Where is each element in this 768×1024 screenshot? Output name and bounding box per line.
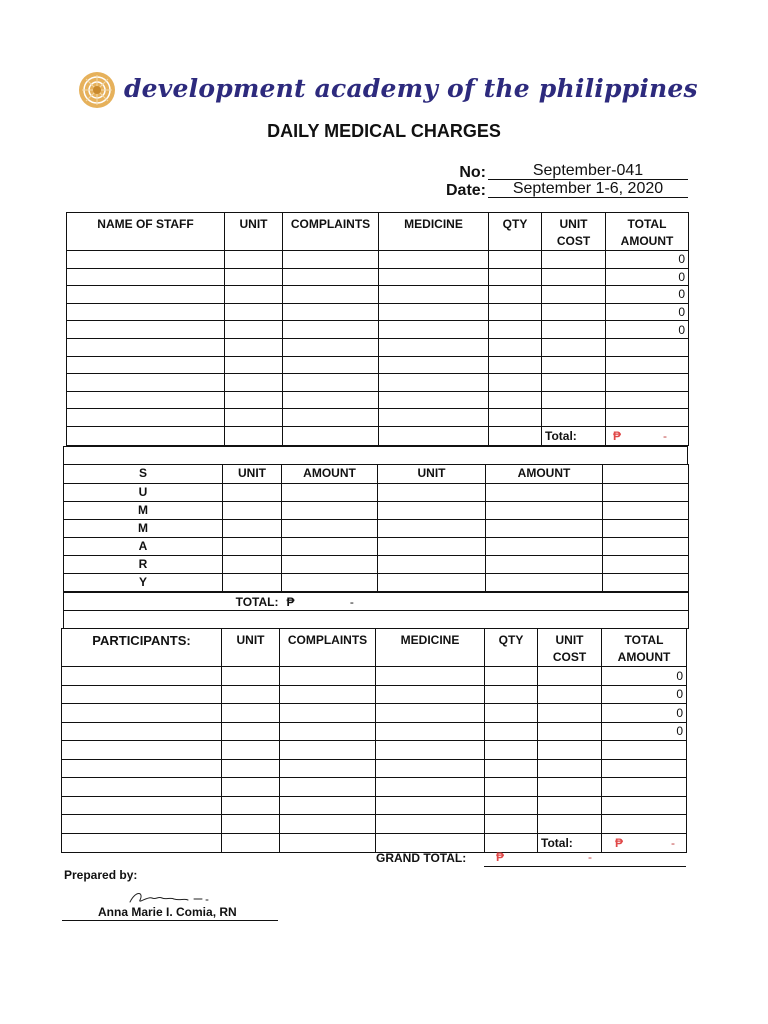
participants-charges-table (61, 628, 687, 853)
header-unit-cost: UNIT COST (542, 213, 606, 251)
participants-total-row (62, 833, 687, 852)
participants-total-value (602, 833, 687, 852)
header-qty: QTY (489, 213, 542, 251)
summary-row (64, 502, 689, 520)
summary-total-value (282, 593, 689, 611)
no-value: September-041 (488, 163, 688, 180)
peso-sign: ₱ (496, 850, 505, 864)
summary-total-amount: - (349, 594, 354, 609)
table-row (67, 268, 689, 286)
summary-total-band (63, 592, 689, 629)
peso-sign: ₱ (615, 835, 624, 850)
summary-table (63, 464, 689, 592)
header-medicine: MEDICINE (379, 213, 489, 251)
row-total-amount: 0 (606, 251, 689, 269)
row-total-amount (606, 338, 689, 356)
summary-header-amount: AMOUNT (486, 465, 603, 484)
row-total-amount (602, 796, 687, 815)
table-row (62, 796, 687, 815)
grand-total-line (484, 866, 686, 867)
staff-total-label: Total: (542, 426, 606, 445)
table-row (67, 303, 689, 321)
summary-row (64, 556, 689, 574)
table-row (67, 321, 689, 339)
summary-row (64, 538, 689, 556)
staff-total-value (606, 426, 689, 445)
staff-total-row (67, 426, 689, 445)
row-total-amount: 0 (606, 303, 689, 321)
table-row (67, 286, 689, 304)
row-total-amount (602, 759, 687, 778)
table-row (62, 667, 687, 686)
no-label: No: (459, 164, 486, 181)
table-row (62, 759, 687, 778)
summary-row (64, 520, 689, 538)
table-row (62, 815, 687, 834)
participants-total-amount: - (671, 835, 675, 850)
staff-charges-table (66, 212, 689, 446)
table-row (67, 338, 689, 356)
row-total-amount: 0 (606, 286, 689, 304)
row-total-amount (606, 409, 689, 427)
staff-total-amount: - (663, 428, 667, 443)
participants-total-label: Total: (538, 833, 602, 852)
row-total-amount (602, 815, 687, 834)
summary-letter: Y (64, 574, 223, 592)
header-unit: UNIT (222, 629, 280, 667)
row-total-amount (602, 741, 687, 760)
table-row (67, 356, 689, 374)
row-total-amount (606, 356, 689, 374)
summary-row (64, 574, 689, 592)
summary-header-unit: UNIT (223, 465, 282, 484)
table-row (67, 374, 689, 392)
header-unit: UNIT (225, 213, 283, 251)
summary-letter: S (64, 465, 223, 484)
table-row (62, 685, 687, 704)
summary-letter: M (64, 502, 223, 520)
staff-header-row (67, 213, 689, 251)
summary-header-row (64, 465, 689, 484)
table-row (67, 251, 689, 269)
date-value: September 1-6, 2020 (488, 181, 688, 198)
peso-sign: ₱ (613, 428, 622, 443)
header-complaints: COMPLAINTS (283, 213, 379, 251)
summary-row (64, 484, 689, 502)
organization-name: development academy of the philippines (124, 74, 698, 103)
header-qty: QTY (485, 629, 538, 667)
document-title: DAILY MEDICAL CHARGES (267, 121, 501, 141)
row-total-amount: 0 (606, 321, 689, 339)
dap-logo-icon (78, 71, 116, 109)
summary-letter: R (64, 556, 223, 574)
row-total-amount: 0 (606, 268, 689, 286)
peso-sign: ₱ (286, 594, 295, 609)
table-row (67, 409, 689, 427)
date-label: Date: (445, 182, 486, 199)
header-participants: PARTICIPANTS: (62, 629, 222, 667)
grand-total-label: GRAND TOTAL: (376, 851, 467, 865)
summary-header-amount: AMOUNT (282, 465, 378, 484)
participants-header-row (62, 629, 687, 667)
row-total-amount (602, 778, 687, 797)
table-row (62, 704, 687, 723)
summary-header-unit: UNIT (378, 465, 486, 484)
table-row (62, 722, 687, 741)
summary-letter: M (64, 520, 223, 538)
summary-letter: U (64, 484, 223, 502)
header-total-amount: TOTAL AMOUNT (602, 629, 687, 667)
summary-total-label: TOTAL: (64, 593, 282, 611)
table-row (62, 741, 687, 760)
row-total-amount (606, 391, 689, 409)
header-unit-cost: UNIT COST (538, 629, 602, 667)
header-name-of-staff: NAME OF STAFF (67, 213, 225, 251)
summary-total-row (64, 593, 689, 611)
preparer-name: Anna Marie I. Comia, RN (98, 905, 237, 919)
row-total-amount: 0 (602, 722, 687, 741)
signature-line (62, 920, 278, 921)
grand-total-amount: - (588, 850, 592, 864)
row-total-amount (606, 374, 689, 392)
table-row (67, 391, 689, 409)
header-total-amount: TOTAL AMOUNT (606, 213, 689, 251)
header-complaints: COMPLAINTS (280, 629, 376, 667)
summary-letter: A (64, 538, 223, 556)
header-medicine: MEDICINE (376, 629, 485, 667)
prepared-by-label: Prepared by: (64, 868, 138, 882)
row-total-amount: 0 (602, 704, 687, 723)
row-total-amount: 0 (602, 667, 687, 686)
row-total-amount: 0 (602, 685, 687, 704)
spacer-row (63, 446, 688, 465)
table-row (62, 778, 687, 797)
